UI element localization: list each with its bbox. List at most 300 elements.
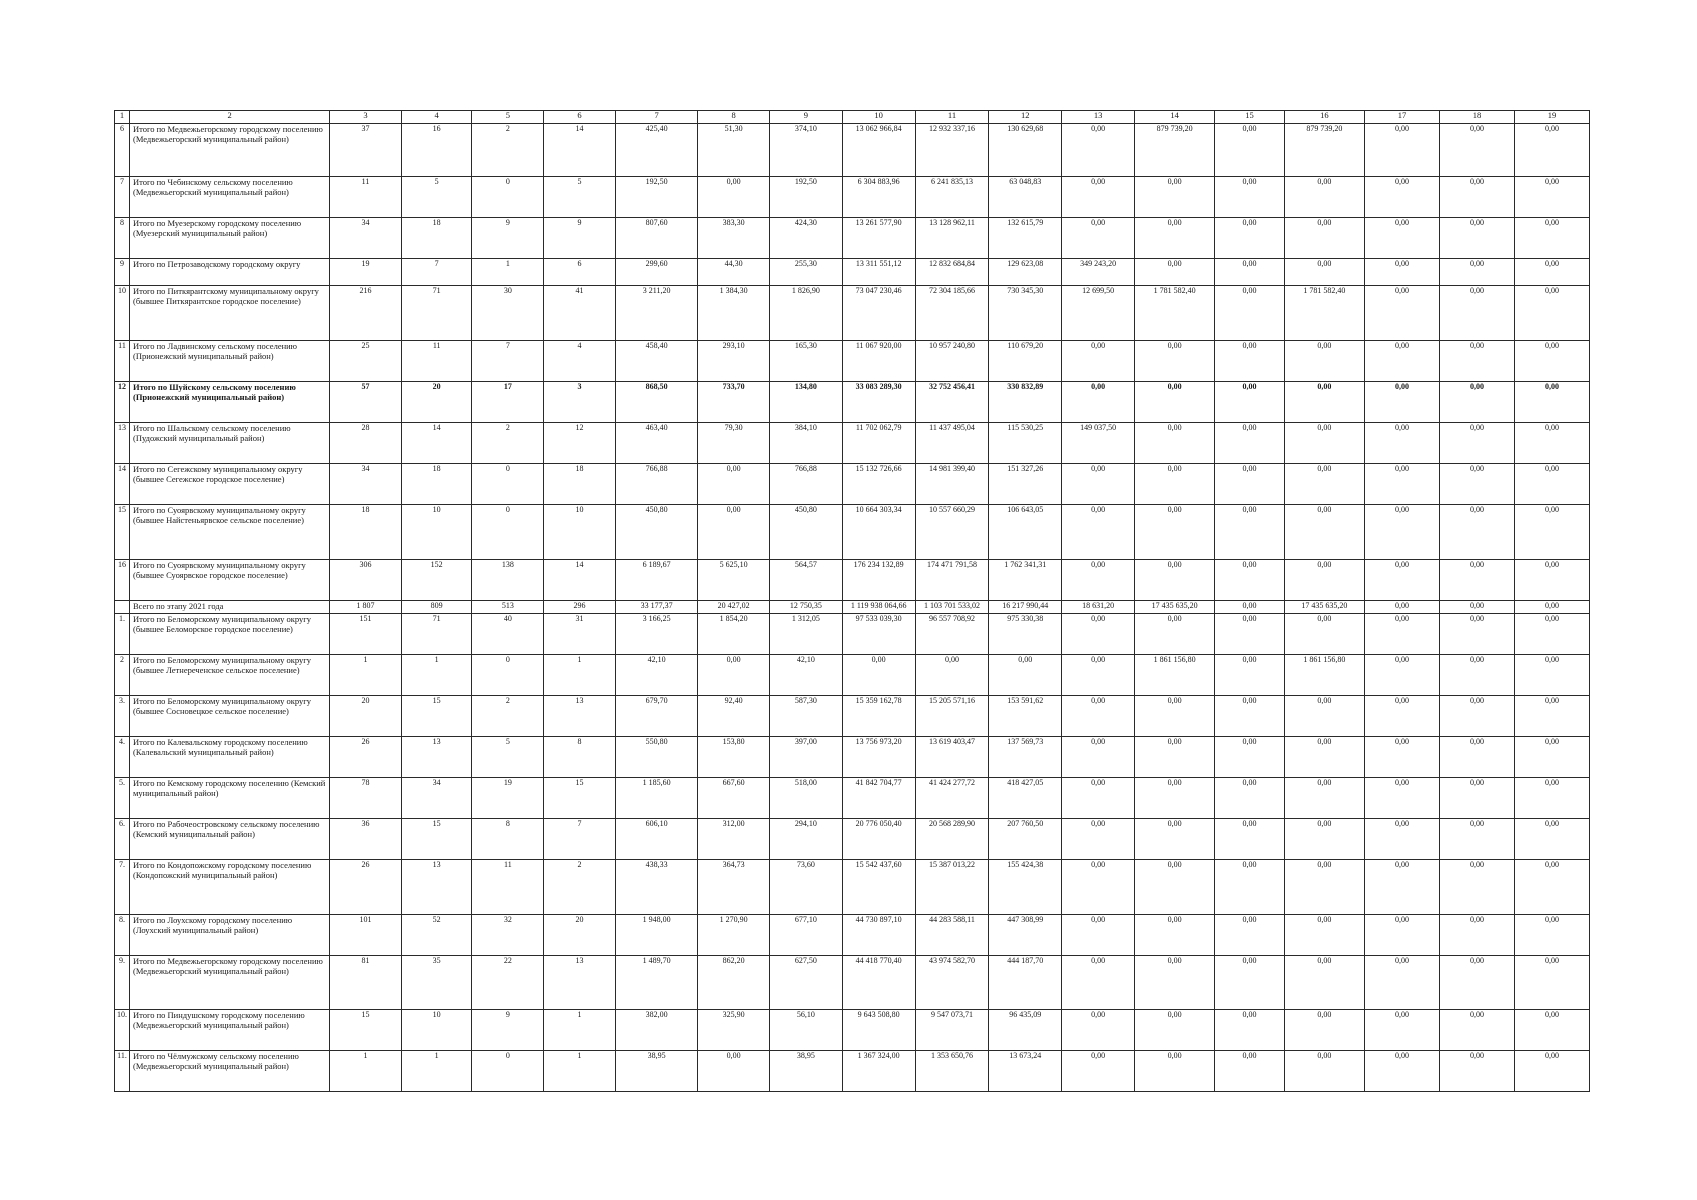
table-cell-col-18: 0,00: [1439, 341, 1514, 382]
table-cell-col-11: 32 752 456,41: [915, 382, 989, 423]
table-cell-col-13: 0,00: [1062, 614, 1135, 655]
table-cell-col-13: 0,00: [1062, 915, 1135, 956]
column-header-4: 4: [401, 111, 472, 124]
table-cell-col-4: 10: [401, 1010, 472, 1051]
table-cell-col-17: 0,00: [1365, 601, 1440, 614]
table-cell-col-14: 0,00: [1134, 860, 1214, 915]
table-cell-col-12: 418 427,05: [989, 778, 1062, 819]
table-cell-col-5: 138: [472, 560, 544, 601]
table-cell-col-14: 879 739,20: [1134, 124, 1214, 177]
table-cell-col-17: 0,00: [1365, 1051, 1440, 1092]
table-cell-col-8: 667,60: [698, 778, 770, 819]
table-cell-col-15: 0,00: [1215, 1051, 1285, 1092]
table-cell-col-12: 975 330,38: [989, 614, 1062, 655]
table-cell-col-9: 374,10: [770, 124, 843, 177]
table-cell-col-17: 0,00: [1365, 505, 1440, 560]
table-cell-col-3: 1 807: [330, 601, 402, 614]
table-cell-col-4: 5: [401, 177, 472, 218]
table-cell-col-7: 450,80: [615, 505, 697, 560]
table-cell-col-16: 0,00: [1284, 915, 1364, 956]
table-cell-col-8: 364,73: [698, 860, 770, 915]
table-cell-col-6: 7: [544, 819, 616, 860]
table-cell-col-14: 0,00: [1134, 915, 1214, 956]
table-cell-col-4: 71: [401, 286, 472, 341]
column-header-2: 2: [129, 111, 329, 124]
table-cell-col-10: 97 533 039,30: [842, 614, 915, 655]
column-header-6: 6: [544, 111, 616, 124]
row-name: Итого по Шуйскому сельскому поселению (Прионежский муниципальный район): [129, 382, 329, 423]
table-row: [115, 286, 1590, 341]
table-cell-col-15: 0,00: [1215, 696, 1285, 737]
table-cell-col-12: 96 435,09: [989, 1010, 1062, 1051]
table-cell-col-11: 13 619 403,47: [915, 737, 989, 778]
table-cell-col-13: 0,00: [1062, 124, 1135, 177]
table-cell-col-18: 0,00: [1439, 778, 1514, 819]
table-cell-col-12: 447 308,99: [989, 915, 1062, 956]
table-row: [115, 341, 1590, 382]
table-cell-col-11: 44 283 588,11: [915, 915, 989, 956]
row-name: Итого по Муезерскому городскому поселению (Муезерский муниципальный район): [129, 218, 329, 259]
table-cell-col-15: 0,00: [1215, 505, 1285, 560]
table-cell-col-11: 6 241 835,13: [915, 177, 989, 218]
table-cell-col-10: 15 132 726,66: [842, 464, 915, 505]
table-cell-col-7: 1 489,70: [615, 956, 697, 1010]
table-cell-col-9: 518,00: [770, 778, 843, 819]
table-cell-col-9: 677,10: [770, 915, 843, 956]
table-cell-col-10: 9 643 508,80: [842, 1010, 915, 1051]
table-cell-col-9: 42,10: [770, 655, 843, 696]
table-cell-col-17: 0,00: [1365, 259, 1440, 286]
table-cell-col-5: 19: [472, 778, 544, 819]
table-cell-col-6: 5: [544, 177, 616, 218]
table-cell-col-17: 0,00: [1365, 778, 1440, 819]
row-name: Итого по Беломорскому муниципальному округу (бывшее Летнереченское сельское поселение): [129, 655, 329, 696]
table-cell-col-7: 382,00: [615, 1010, 697, 1051]
table-cell-col-9: 587,30: [770, 696, 843, 737]
table-cell-col-9: 384,10: [770, 423, 843, 464]
row-number: 6: [115, 124, 130, 177]
table-cell-col-10: 13 311 551,12: [842, 259, 915, 286]
table-cell-col-19: 0,00: [1514, 505, 1589, 560]
table-cell-col-4: 809: [401, 601, 472, 614]
table-cell-col-15: 0,00: [1215, 778, 1285, 819]
table-cell-col-10: 11 067 920,00: [842, 341, 915, 382]
table-cell-col-13: 0,00: [1062, 956, 1135, 1010]
table-cell-col-4: 13: [401, 737, 472, 778]
table-cell-col-3: 81: [330, 956, 402, 1010]
table-cell-col-13: 0,00: [1062, 382, 1135, 423]
column-header-17: 17: [1365, 111, 1440, 124]
table-cell-col-14: 0,00: [1134, 696, 1214, 737]
table-cell-col-16: 0,00: [1284, 382, 1364, 423]
table-cell-col-5: 17: [472, 382, 544, 423]
table-cell-col-11: 13 128 962,11: [915, 218, 989, 259]
table-cell-col-13: 0,00: [1062, 505, 1135, 560]
table-cell-col-15: 0,00: [1215, 915, 1285, 956]
table-cell-col-5: 9: [472, 218, 544, 259]
row-number: 14: [115, 464, 130, 505]
table-cell-col-12: 63 048,83: [989, 177, 1062, 218]
table-cell-col-10: 15 542 437,60: [842, 860, 915, 915]
table-cell-col-10: 20 776 050,40: [842, 819, 915, 860]
table-cell-col-19: 0,00: [1514, 124, 1589, 177]
table-cell-col-7: 807,60: [615, 218, 697, 259]
table-cell-col-13: 0,00: [1062, 560, 1135, 601]
row-name: Итого по Чёлмужскому сельскому поселению (Медвежьегорский муниципальный район): [129, 1051, 329, 1092]
table-cell-col-19: 0,00: [1514, 560, 1589, 601]
row-number: 11: [115, 341, 130, 382]
table-cell-col-16: 0,00: [1284, 177, 1364, 218]
table-cell-col-13: 0,00: [1062, 819, 1135, 860]
table-cell-col-3: 36: [330, 819, 402, 860]
table-cell-col-14: 1 781 582,40: [1134, 286, 1214, 341]
table-cell-col-7: 458,40: [615, 341, 697, 382]
table-cell-col-11: 174 471 791,58: [915, 560, 989, 601]
table-cell-col-14: 0,00: [1134, 218, 1214, 259]
row-name: Итого по Суоярвскому муниципальному округу (бывшее Суоярвское городское поселение): [129, 560, 329, 601]
table-cell-col-15: 0,00: [1215, 341, 1285, 382]
table-cell-col-6: 18: [544, 464, 616, 505]
table-cell-col-4: 14: [401, 423, 472, 464]
table-cell-col-14: 1 861 156,80: [1134, 655, 1214, 696]
table-cell-col-6: 10: [544, 505, 616, 560]
table-cell-col-16: 1 781 582,40: [1284, 286, 1364, 341]
table-cell-col-5: 0: [472, 464, 544, 505]
table-cell-col-16: 0,00: [1284, 1010, 1364, 1051]
table-cell-col-17: 0,00: [1365, 614, 1440, 655]
table-cell-col-12: 115 530,25: [989, 423, 1062, 464]
table-cell-col-17: 0,00: [1365, 124, 1440, 177]
table-cell-col-13: 149 037,50: [1062, 423, 1135, 464]
table-cell-col-8: 1 270,90: [698, 915, 770, 956]
table-cell-col-16: 0,00: [1284, 341, 1364, 382]
row-number: 15: [115, 505, 130, 560]
table-cell-col-18: 0,00: [1439, 819, 1514, 860]
table-cell-col-4: 152: [401, 560, 472, 601]
table-cell-col-6: 3: [544, 382, 616, 423]
row-number: 8.: [115, 915, 130, 956]
table-cell-col-18: 0,00: [1439, 124, 1514, 177]
row-name: Итого по Петрозаводскому городскому округу: [129, 259, 329, 286]
table-cell-col-17: 0,00: [1365, 860, 1440, 915]
row-number: 3.: [115, 696, 130, 737]
table-cell-col-8: 1 854,20: [698, 614, 770, 655]
table-cell-col-9: 450,80: [770, 505, 843, 560]
table-cell-col-3: 34: [330, 464, 402, 505]
table-cell-col-19: 0,00: [1514, 464, 1589, 505]
table-cell-col-14: 0,00: [1134, 778, 1214, 819]
table-cell-col-11: 10 557 660,29: [915, 505, 989, 560]
table-cell-col-10: 11 702 062,79: [842, 423, 915, 464]
table-cell-col-7: 192,50: [615, 177, 697, 218]
table-cell-col-4: 10: [401, 505, 472, 560]
table-cell-col-18: 0,00: [1439, 860, 1514, 915]
table-cell-col-18: 0,00: [1439, 1010, 1514, 1051]
table-cell-col-10: 13 261 577,90: [842, 218, 915, 259]
row-number: 8: [115, 218, 130, 259]
row-name: Итого по Суоярвскому муниципальному округу (бывшее Найстеньярвское сельское поселение): [129, 505, 329, 560]
table-cell-col-15: 0,00: [1215, 464, 1285, 505]
table-cell-col-12: 153 591,62: [989, 696, 1062, 737]
table-row: [115, 177, 1590, 218]
table-cell-col-10: 13 062 966,84: [842, 124, 915, 177]
table-cell-col-5: 7: [472, 341, 544, 382]
table-cell-col-18: 0,00: [1439, 614, 1514, 655]
table-cell-col-17: 0,00: [1365, 1010, 1440, 1051]
table-cell-col-6: 41: [544, 286, 616, 341]
table-cell-col-13: 349 243,20: [1062, 259, 1135, 286]
table-cell-col-11: 12 832 684,84: [915, 259, 989, 286]
table-cell-col-16: 0,00: [1284, 1051, 1364, 1092]
table-cell-col-11: 11 437 495,04: [915, 423, 989, 464]
table-cell-col-5: 0: [472, 1051, 544, 1092]
table-cell-col-10: 15 359 162,78: [842, 696, 915, 737]
table-cell-col-11: 14 981 399,40: [915, 464, 989, 505]
table-cell-col-19: 0,00: [1514, 341, 1589, 382]
table-cell-col-6: 14: [544, 560, 616, 601]
table-cell-col-5: 0: [472, 505, 544, 560]
table-cell-col-4: 52: [401, 915, 472, 956]
table-cell-col-14: 0,00: [1134, 505, 1214, 560]
row-number: 1.: [115, 614, 130, 655]
table-cell-col-4: 11: [401, 341, 472, 382]
row-number: 2: [115, 655, 130, 696]
table-cell-col-18: 0,00: [1439, 218, 1514, 259]
table-cell-col-12: 330 832,89: [989, 382, 1062, 423]
table-cell-col-16: 0,00: [1284, 819, 1364, 860]
table-cell-col-7: 868,50: [615, 382, 697, 423]
table-cell-col-11: 10 957 240,80: [915, 341, 989, 382]
table-cell-col-4: 15: [401, 696, 472, 737]
table-cell-col-9: 397,00: [770, 737, 843, 778]
table-cell-col-3: 151: [330, 614, 402, 655]
table-cell-col-7: 550,80: [615, 737, 697, 778]
row-name: Итого по Медвежьегорскому городскому поселению (Медвежьегорский муниципальный район): [129, 124, 329, 177]
table-cell-col-6: 20: [544, 915, 616, 956]
table-cell-col-18: 0,00: [1439, 956, 1514, 1010]
row-name: Итого по Калевальскому городскому поселению (Калевальский муниципальный район): [129, 737, 329, 778]
table-cell-col-15: 0,00: [1215, 601, 1285, 614]
table-cell-col-4: 13: [401, 860, 472, 915]
table-cell-col-17: 0,00: [1365, 560, 1440, 601]
table-cell-col-3: 15: [330, 1010, 402, 1051]
table-cell-col-8: 0,00: [698, 177, 770, 218]
table-cell-col-15: 0,00: [1215, 956, 1285, 1010]
row-name: Итого по Рабочеостровскому сельскому поселению (Кемский муниципальный район): [129, 819, 329, 860]
table-cell-col-3: 28: [330, 423, 402, 464]
table-cell-col-7: 1 948,00: [615, 915, 697, 956]
table-cell-col-16: 0,00: [1284, 860, 1364, 915]
table-cell-col-7: 3 211,20: [615, 286, 697, 341]
table-cell-col-4: 18: [401, 464, 472, 505]
table-cell-col-17: 0,00: [1365, 382, 1440, 423]
table-cell-col-12: 444 187,70: [989, 956, 1062, 1010]
row-number: [115, 601, 130, 614]
column-header-16: 16: [1284, 111, 1364, 124]
table-cell-col-15: 0,00: [1215, 382, 1285, 423]
table-cell-col-19: 0,00: [1514, 696, 1589, 737]
table-row: [115, 1051, 1590, 1092]
table-row: [115, 696, 1590, 737]
table-row: [115, 778, 1590, 819]
table-cell-col-6: 31: [544, 614, 616, 655]
table-cell-col-18: 0,00: [1439, 286, 1514, 341]
table-cell-col-9: 1 312,05: [770, 614, 843, 655]
table-cell-col-8: 92,40: [698, 696, 770, 737]
table-cell-col-7: 766,88: [615, 464, 697, 505]
row-number: 13: [115, 423, 130, 464]
table-cell-col-8: 733,70: [698, 382, 770, 423]
row-name: Итого по Чебинскому сельскому поселению (Медвежьегорский муниципальный район): [129, 177, 329, 218]
row-name: Итого по Питкярантскому муниципальному округу (бывшее Питкярантское городское поселение): [129, 286, 329, 341]
table-cell-col-18: 0,00: [1439, 915, 1514, 956]
table-row: [115, 259, 1590, 286]
row-number: 9: [115, 259, 130, 286]
table-cell-col-12: 0,00: [989, 655, 1062, 696]
table-cell-col-12: 730 345,30: [989, 286, 1062, 341]
row-number: 7.: [115, 860, 130, 915]
table-cell-col-4: 16: [401, 124, 472, 177]
table-cell-col-8: 0,00: [698, 505, 770, 560]
table-cell-col-11: 1 103 701 533,02: [915, 601, 989, 614]
table-cell-col-13: 0,00: [1062, 737, 1135, 778]
table-row: [115, 218, 1590, 259]
table-cell-col-14: 0,00: [1134, 1010, 1214, 1051]
column-number-row: [115, 111, 1590, 124]
table-cell-col-5: 2: [472, 696, 544, 737]
table-cell-col-11: 15 387 013,22: [915, 860, 989, 915]
table-cell-col-12: 129 623,08: [989, 259, 1062, 286]
table-cell-col-14: 0,00: [1134, 819, 1214, 860]
data-table: [114, 110, 1590, 1092]
table-cell-col-19: 0,00: [1514, 177, 1589, 218]
table-cell-col-16: 1 861 156,80: [1284, 655, 1364, 696]
table-cell-col-8: 153,80: [698, 737, 770, 778]
table-cell-col-3: 20: [330, 696, 402, 737]
table-cell-col-10: 0,00: [842, 655, 915, 696]
table-cell-col-14: 0,00: [1134, 423, 1214, 464]
table-cell-col-11: 9 547 073,71: [915, 1010, 989, 1051]
column-header-8: 8: [698, 111, 770, 124]
table-cell-col-19: 0,00: [1514, 1010, 1589, 1051]
table-cell-col-12: 1 762 341,31: [989, 560, 1062, 601]
table-cell-col-5: 2: [472, 423, 544, 464]
table-cell-col-19: 0,00: [1514, 614, 1589, 655]
table-cell-col-14: 0,00: [1134, 1051, 1214, 1092]
row-number: 5.: [115, 778, 130, 819]
column-header-9: 9: [770, 111, 843, 124]
row-name: Итого по Ладвинскому сельскому поселению (Прионежский муниципальный район): [129, 341, 329, 382]
column-header-3: 3: [330, 111, 402, 124]
table-row: [115, 819, 1590, 860]
table-cell-col-6: 1: [544, 655, 616, 696]
row-number: 11.: [115, 1051, 130, 1092]
column-header-12: 12: [989, 111, 1062, 124]
table-cell-col-19: 0,00: [1514, 860, 1589, 915]
table-cell-col-19: 0,00: [1514, 218, 1589, 259]
table-cell-col-10: 73 047 230,46: [842, 286, 915, 341]
table-cell-col-19: 0,00: [1514, 778, 1589, 819]
table-cell-col-17: 0,00: [1365, 737, 1440, 778]
table-cell-col-6: 8: [544, 737, 616, 778]
table-cell-col-5: 8: [472, 819, 544, 860]
table-cell-col-11: 0,00: [915, 655, 989, 696]
table-cell-col-9: 627,50: [770, 956, 843, 1010]
table-cell-col-16: 0,00: [1284, 737, 1364, 778]
table-cell-col-13: 0,00: [1062, 177, 1135, 218]
table-cell-col-16: 879 739,20: [1284, 124, 1364, 177]
table-cell-col-12: 132 615,79: [989, 218, 1062, 259]
row-name: Всего по этапу 2021 года: [129, 601, 329, 614]
table-cell-col-8: 5 625,10: [698, 560, 770, 601]
table-cell-col-19: 0,00: [1514, 601, 1589, 614]
table-cell-col-5: 1: [472, 259, 544, 286]
table-cell-col-14: 0,00: [1134, 177, 1214, 218]
table-cell-col-3: 37: [330, 124, 402, 177]
table-cell-col-10: 1 367 324,00: [842, 1051, 915, 1092]
table-cell-col-18: 0,00: [1439, 382, 1514, 423]
table-cell-col-9: 766,88: [770, 464, 843, 505]
table-cell-col-14: 0,00: [1134, 382, 1214, 423]
table-cell-col-6: 1: [544, 1051, 616, 1092]
table-cell-col-8: 44,30: [698, 259, 770, 286]
table-cell-col-4: 71: [401, 614, 472, 655]
table-cell-col-12: 130 629,68: [989, 124, 1062, 177]
table-cell-col-6: 296: [544, 601, 616, 614]
row-number: 12: [115, 382, 130, 423]
table-cell-col-15: 0,00: [1215, 655, 1285, 696]
table-cell-col-14: 0,00: [1134, 464, 1214, 505]
table-cell-col-8: 325,90: [698, 1010, 770, 1051]
table-cell-col-6: 9: [544, 218, 616, 259]
table-cell-col-3: 26: [330, 737, 402, 778]
table-cell-col-10: 1 119 938 064,66: [842, 601, 915, 614]
table-cell-col-19: 0,00: [1514, 382, 1589, 423]
table-cell-col-10: 41 842 704,77: [842, 778, 915, 819]
table-cell-col-10: 44 730 897,10: [842, 915, 915, 956]
table-cell-col-3: 306: [330, 560, 402, 601]
table-cell-col-15: 0,00: [1215, 259, 1285, 286]
table-cell-col-6: 13: [544, 956, 616, 1010]
table-cell-col-14: 0,00: [1134, 956, 1214, 1010]
table-cell-col-19: 0,00: [1514, 286, 1589, 341]
table-cell-col-4: 18: [401, 218, 472, 259]
table-cell-col-13: 0,00: [1062, 1051, 1135, 1092]
table-cell-col-7: 438,33: [615, 860, 697, 915]
table-cell-col-10: 13 756 973,20: [842, 737, 915, 778]
row-number: 7: [115, 177, 130, 218]
table-cell-col-17: 0,00: [1365, 464, 1440, 505]
table-cell-col-3: 25: [330, 341, 402, 382]
table-cell-col-13: 0,00: [1062, 655, 1135, 696]
table-cell-col-3: 26: [330, 860, 402, 915]
table-cell-col-11: 41 424 277,72: [915, 778, 989, 819]
table-cell-col-12: 207 760,50: [989, 819, 1062, 860]
table-cell-col-13: 0,00: [1062, 464, 1135, 505]
column-header-19: 19: [1514, 111, 1589, 124]
table-cell-col-11: 1 353 650,76: [915, 1051, 989, 1092]
row-number: 9.: [115, 956, 130, 1010]
table-cell-col-3: 18: [330, 505, 402, 560]
table-cell-col-3: 1: [330, 655, 402, 696]
row-name: Итого по Шальскому сельскому поселению (Пудожский муниципальный район): [129, 423, 329, 464]
table-cell-col-8: 383,30: [698, 218, 770, 259]
table-cell-col-9: 424,30: [770, 218, 843, 259]
table-cell-col-6: 13: [544, 696, 616, 737]
table-row: [115, 915, 1590, 956]
row-name: Итого по Лоухскому городскому поселению (Лоухский муниципальный район): [129, 915, 329, 956]
table-cell-col-8: 79,30: [698, 423, 770, 464]
